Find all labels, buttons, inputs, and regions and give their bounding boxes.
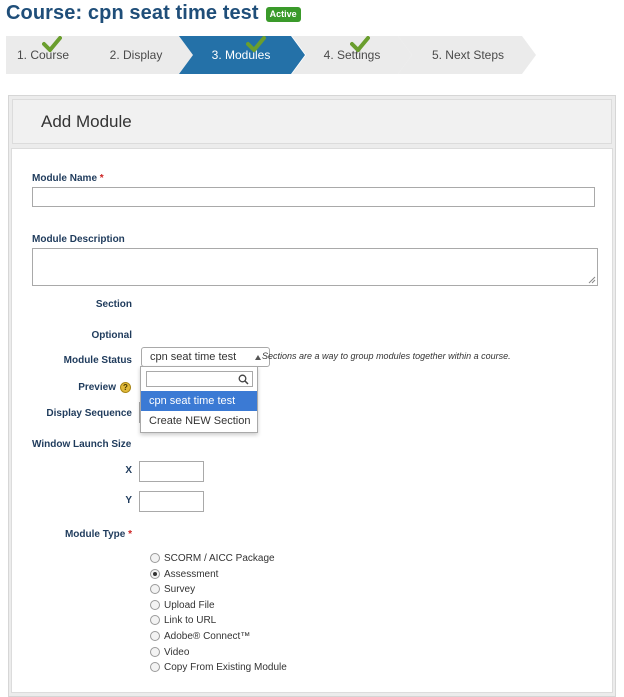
page-title: Course: cpn seat time test — [6, 1, 259, 24]
wizard-step-next-steps[interactable] — [398, 36, 536, 74]
module-description-label: Module Description — [32, 234, 125, 245]
panel-title: Add Module — [41, 112, 132, 131]
module-type-option[interactable]: Copy From Existing Module — [150, 660, 287, 674]
resize-grip-icon[interactable] — [588, 276, 596, 284]
radio-button[interactable] — [150, 600, 160, 610]
module-type-label: Module Type * — [64, 529, 132, 540]
radio-button[interactable] — [150, 569, 160, 579]
section-label: Section — [95, 299, 132, 310]
module-name-label: Module Name * — [32, 173, 104, 184]
section-option[interactable]: cpn seat time test — [141, 391, 257, 411]
section-select-value: cpn seat time test — [150, 351, 237, 363]
module-type-option[interactable]: Assessment — [150, 567, 218, 581]
window-launch-size-label: Window Launch Size — [32, 439, 132, 450]
section-select[interactable] — [141, 347, 270, 367]
module-type-option[interactable]: Link to URL — [150, 613, 216, 627]
window-height-label: Y — [125, 495, 132, 506]
checkmark-icon — [246, 36, 266, 52]
module-type-option[interactable]: Survey — [150, 582, 195, 596]
wizard-step-label: 5. Next Steps — [431, 48, 505, 62]
window-height-input[interactable] — [139, 491, 204, 512]
module-type-option[interactable]: SCORM / AICC Package — [150, 551, 275, 565]
radio-button[interactable] — [150, 615, 160, 625]
page-header — [6, 1, 301, 25]
module-type-option[interactable]: Video — [150, 645, 189, 659]
preview-label: Preview — [78, 382, 116, 393]
wizard-step-label: 3. Modules — [211, 48, 271, 62]
wizard-step-display[interactable] — [76, 36, 194, 74]
radio-button[interactable] — [150, 647, 160, 657]
add-module-form — [11, 148, 613, 693]
radio-button[interactable] — [150, 662, 160, 672]
module-description-textarea[interactable] — [32, 248, 598, 286]
module-name-input[interactable] — [32, 187, 595, 207]
module-type-option[interactable]: Upload File — [150, 598, 215, 612]
section-dropdown — [140, 366, 258, 433]
help-icon[interactable]: ? — [120, 382, 131, 393]
section-hint: Sections are a way to group modules together within a course. — [262, 351, 511, 361]
radio-button[interactable] — [150, 631, 160, 641]
module-status-label: Module Status — [63, 355, 132, 366]
checkmark-icon — [350, 36, 370, 52]
section-option[interactable]: Create NEW Section — [149, 415, 251, 427]
wizard-step-modules[interactable] — [179, 36, 305, 74]
status-badge: Active — [266, 7, 301, 22]
display-sequence-label: Display Sequence — [46, 408, 132, 419]
caret-up-icon — [255, 355, 261, 360]
wizard-steps — [6, 36, 536, 74]
module-type-option[interactable]: Adobe® Connect™ — [150, 629, 250, 643]
wizard-step-label: 1. Course — [16, 48, 70, 62]
wizard-step-label: 4. Settings — [323, 48, 381, 62]
search-icon — [238, 374, 249, 385]
add-module-panel — [8, 95, 616, 697]
window-width-input[interactable] — [139, 461, 204, 482]
checkmark-icon — [42, 36, 62, 52]
section-dropdown-search[interactable] — [146, 371, 253, 387]
panel-header — [12, 99, 612, 144]
wizard-step-settings[interactable] — [292, 36, 412, 74]
optional-label: Optional — [91, 330, 132, 341]
radio-button[interactable] — [150, 584, 160, 594]
wizard-step-label: 2. Display — [109, 48, 163, 62]
window-width-label: X — [125, 465, 132, 476]
radio-button[interactable] — [150, 553, 160, 563]
